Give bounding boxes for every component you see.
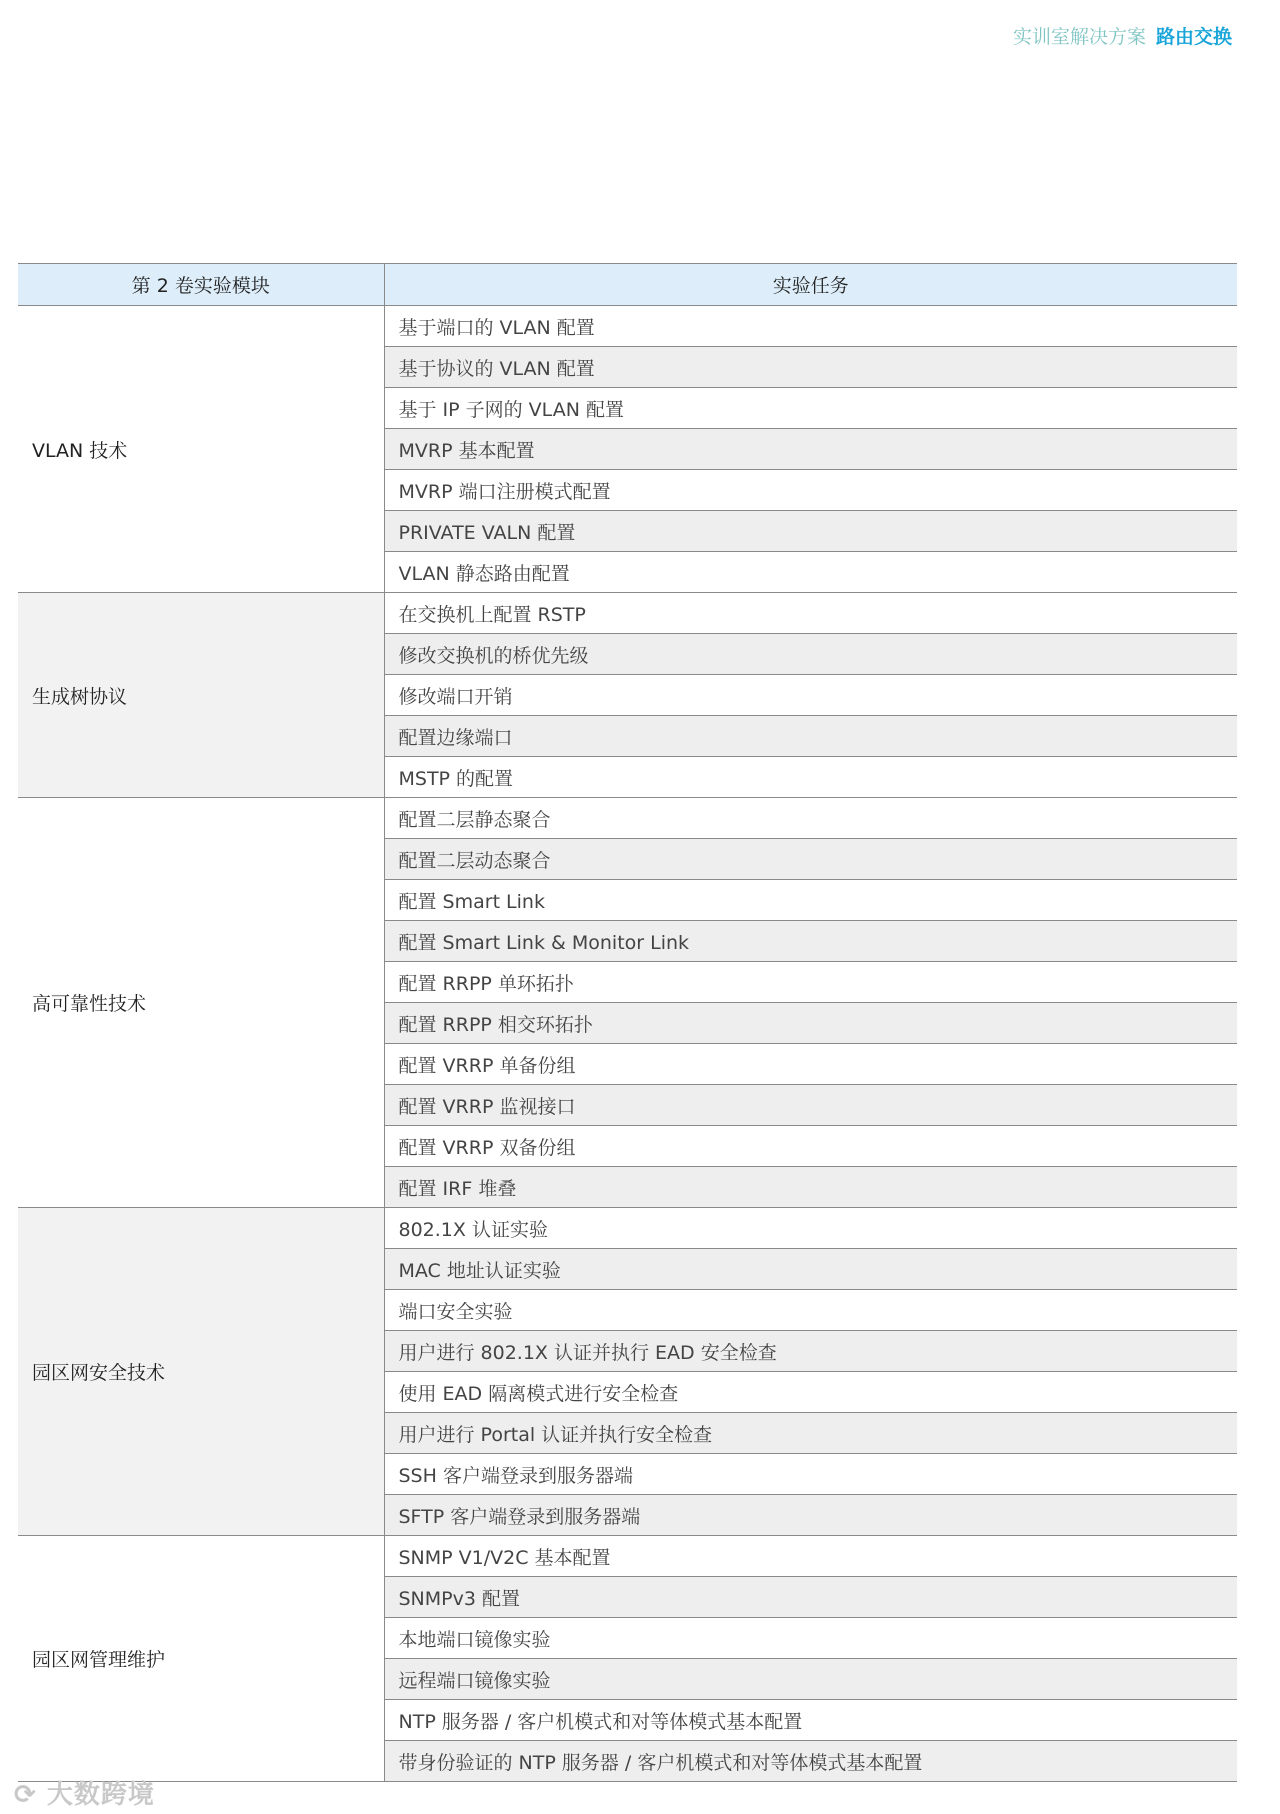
task-cell: 配置 Smart Link (384, 880, 1237, 921)
task-cell: 配置 VRRP 单备份组 (384, 1044, 1237, 1085)
task-cell: 配置 IRF 堆叠 (384, 1167, 1237, 1208)
table-row (18, 593, 1237, 634)
page-header (1013, 22, 1232, 52)
task-cell: NTP 服务器 / 客户机模式和对等体模式基本配置 (384, 1700, 1237, 1741)
module-cell: VLAN 技术 (18, 306, 384, 593)
task-cell: PRIVATE VALN 配置 (384, 511, 1237, 552)
task-cell: 在交换机上配置 RSTP (384, 593, 1237, 634)
module-cell: 生成树协议 (18, 593, 384, 798)
task-cell: 用户进行 802.1X 认证并执行 EAD 安全检查 (384, 1331, 1237, 1372)
task-cell: 配置二层静态聚合 (384, 798, 1237, 839)
module-cell: 高可靠性技术 (18, 798, 384, 1208)
task-cell: 配置 RRPP 单环拓扑 (384, 962, 1237, 1003)
table-row (18, 1536, 1237, 1577)
module-cell: 园区网管理维护 (18, 1536, 384, 1782)
watermark-text: 大数跨境 (46, 1780, 155, 1810)
task-cell: 用户进行 Portal 认证并执行安全检查 (384, 1413, 1237, 1454)
task-cell: 配置 VRRP 双备份组 (384, 1126, 1237, 1167)
task-cell: 配置 RRPP 相交环拓扑 (384, 1003, 1237, 1044)
module-cell: 园区网安全技术 (18, 1208, 384, 1536)
table-body (18, 306, 1237, 1782)
task-cell: 基于 IP 子网的 VLAN 配置 (384, 388, 1237, 429)
task-cell: VLAN 静态路由配置 (384, 552, 1237, 593)
task-cell: 端口安全实验 (384, 1290, 1237, 1331)
table-row (18, 1208, 1237, 1249)
task-cell: 配置 VRRP 监视接口 (384, 1085, 1237, 1126)
task-cell: 修改端口开销 (384, 675, 1237, 716)
task-cell: SNMP V1/V2C 基本配置 (384, 1536, 1237, 1577)
column-header-module: 第 2 卷实验模块 (18, 264, 384, 306)
header-title: 路由交换 (1155, 26, 1232, 48)
task-cell: 配置 Smart Link & Monitor Link (384, 921, 1237, 962)
table-row (18, 798, 1237, 839)
task-cell: 802.1X 认证实验 (384, 1208, 1237, 1249)
task-cell: MAC 地址认证实验 (384, 1249, 1237, 1290)
task-cell: MVRP 基本配置 (384, 429, 1237, 470)
task-cell: SSH 客户端登录到服务器端 (384, 1454, 1237, 1495)
table-row (18, 306, 1237, 347)
task-cell: SFTP 客户端登录到服务器端 (384, 1495, 1237, 1536)
task-cell: 配置边缘端口 (384, 716, 1237, 757)
task-cell: 本地端口镜像实验 (384, 1618, 1237, 1659)
watermark-icon: ⟳ (14, 1780, 37, 1810)
task-cell: 基于端口的 VLAN 配置 (384, 306, 1237, 347)
task-cell: 基于协议的 VLAN 配置 (384, 347, 1237, 388)
task-cell: 配置二层动态聚合 (384, 839, 1237, 880)
task-cell: 远程端口镜像实验 (384, 1659, 1237, 1700)
header-section: 实训室解决方案 (1012, 26, 1146, 48)
column-header-task: 实验任务 (384, 264, 1237, 306)
task-cell: 修改交换机的桥优先级 (384, 634, 1237, 675)
watermark-logo (14, 1774, 155, 1811)
task-cell: MVRP 端口注册模式配置 (384, 470, 1237, 511)
task-cell: SNMPv3 配置 (384, 1577, 1237, 1618)
task-cell: 使用 EAD 隔离模式进行安全检查 (384, 1372, 1237, 1413)
table-header-row (18, 264, 1237, 306)
experiment-table (18, 263, 1237, 1782)
task-cell: MSTP 的配置 (384, 757, 1237, 798)
task-cell: 带身份验证的 NTP 服务器 / 客户机模式和对等体模式基本配置 (384, 1741, 1237, 1782)
